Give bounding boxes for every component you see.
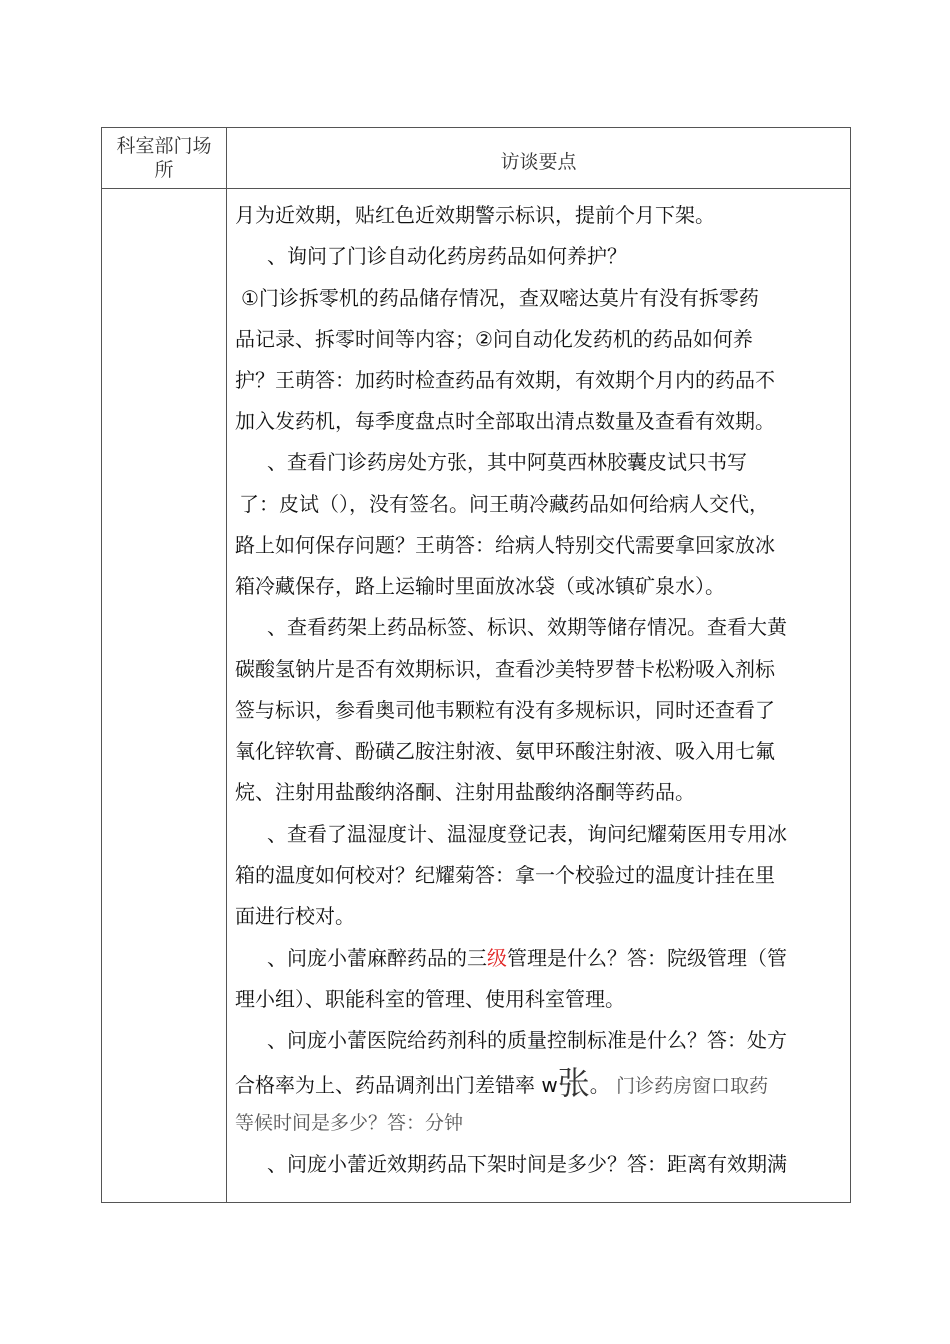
content-line: 护？王萌答：加药时检查药品有效期，有效期个月内的药品不 (235, 368, 775, 392)
content-line: 、查看门诊药房处方张，其中阿莫西林胶囊皮试只书写 (267, 450, 747, 474)
content-text: w (541, 1073, 558, 1097)
interview-table (101, 127, 851, 1203)
content-line: 氧化锌软膏、酚磺乙胺注射液、氨甲环酸注射液、吸入用七氟 (235, 739, 775, 763)
content-line: 、询问了门诊自动化药房药品如何养护？ (267, 244, 627, 268)
content-line: 路上如何保存问题？王萌答：给病人特别交代需要拿回家放冰 (235, 533, 775, 557)
content-line: 品记录、拆零时间等内容；②问自动化发药机的药品如何养 (235, 327, 753, 351)
content-line: 、问庞小蕾近效期药品下架时间是多少？答：距离有效期满 (267, 1152, 787, 1176)
header-department: 科室部门场所 (116, 135, 212, 181)
content-line: ①门诊拆零机的药品储存情况，查双嘧达莫片有没有拆零药 (241, 286, 759, 310)
content-line: 、查看了温湿度计、温湿度登记表，询问纪耀菊医用专用冰 (267, 822, 787, 846)
interview-content-cell (227, 189, 850, 1202)
content-text: 、问庞小蕾麻醉药品的三 (267, 946, 487, 970)
content-line: 碳酸氢钠片是否有效期标识，查看沙美特罗替卡松粉吸入剂标 (235, 657, 775, 681)
highlighted-text: 级 (487, 946, 507, 970)
content-line: 、问庞小蕾医院给药剂科的质量控制标准是什么？答：处方 (267, 1028, 787, 1052)
content-line: 了：皮试（），没有签名。问王萌冷藏药品如何给病人交代， (239, 492, 769, 516)
content-line: 烷、注射用盐酸纳洛酮、注射用盐酸纳洛酮等药品。 (235, 780, 695, 804)
content-line: 箱的温度如何校对？纪耀菊答：拿一个校验过的温度计挂在里 (235, 863, 775, 887)
content-line: 面进行校对。 (235, 904, 355, 928)
content-text: 。 (589, 1073, 610, 1097)
content-text: 合格率为上、药品调剂出门差错率 (235, 1073, 535, 1097)
content-line: 签与标识，参看奥司他韦颗粒有没有多规标识，同时还查看了 (235, 698, 775, 722)
content-line (267, 944, 787, 972)
content-line: 理小组）、职能科室的管理、使用科室管理。 (235, 987, 625, 1011)
large-glyph: 张 (557, 1064, 590, 1102)
content-line: 、查看药架上药品标签、标识、效期等储存情况。查看大黄 (267, 615, 787, 639)
content-line: 月为近效期，贴红色近效期警示标识，提前个月下架。 (235, 203, 715, 227)
content-line (235, 1064, 769, 1102)
header-interview-points: 访谈要点 (500, 150, 577, 173)
content-line: 等候时间是多少？答：分钟 (235, 1112, 464, 1134)
content-text: 管理是什么？答：院级管理（管 (507, 946, 787, 970)
content-line: 箱冷藏保存，路上运输时里面放冰袋（或冰镇矿泉水）。 (235, 574, 725, 598)
content-line: 加入发药机，每季度盘点时全部取出清点数量及查看有效期。 (235, 409, 775, 433)
grey-text: 门诊药房窗口取药 (616, 1075, 769, 1097)
